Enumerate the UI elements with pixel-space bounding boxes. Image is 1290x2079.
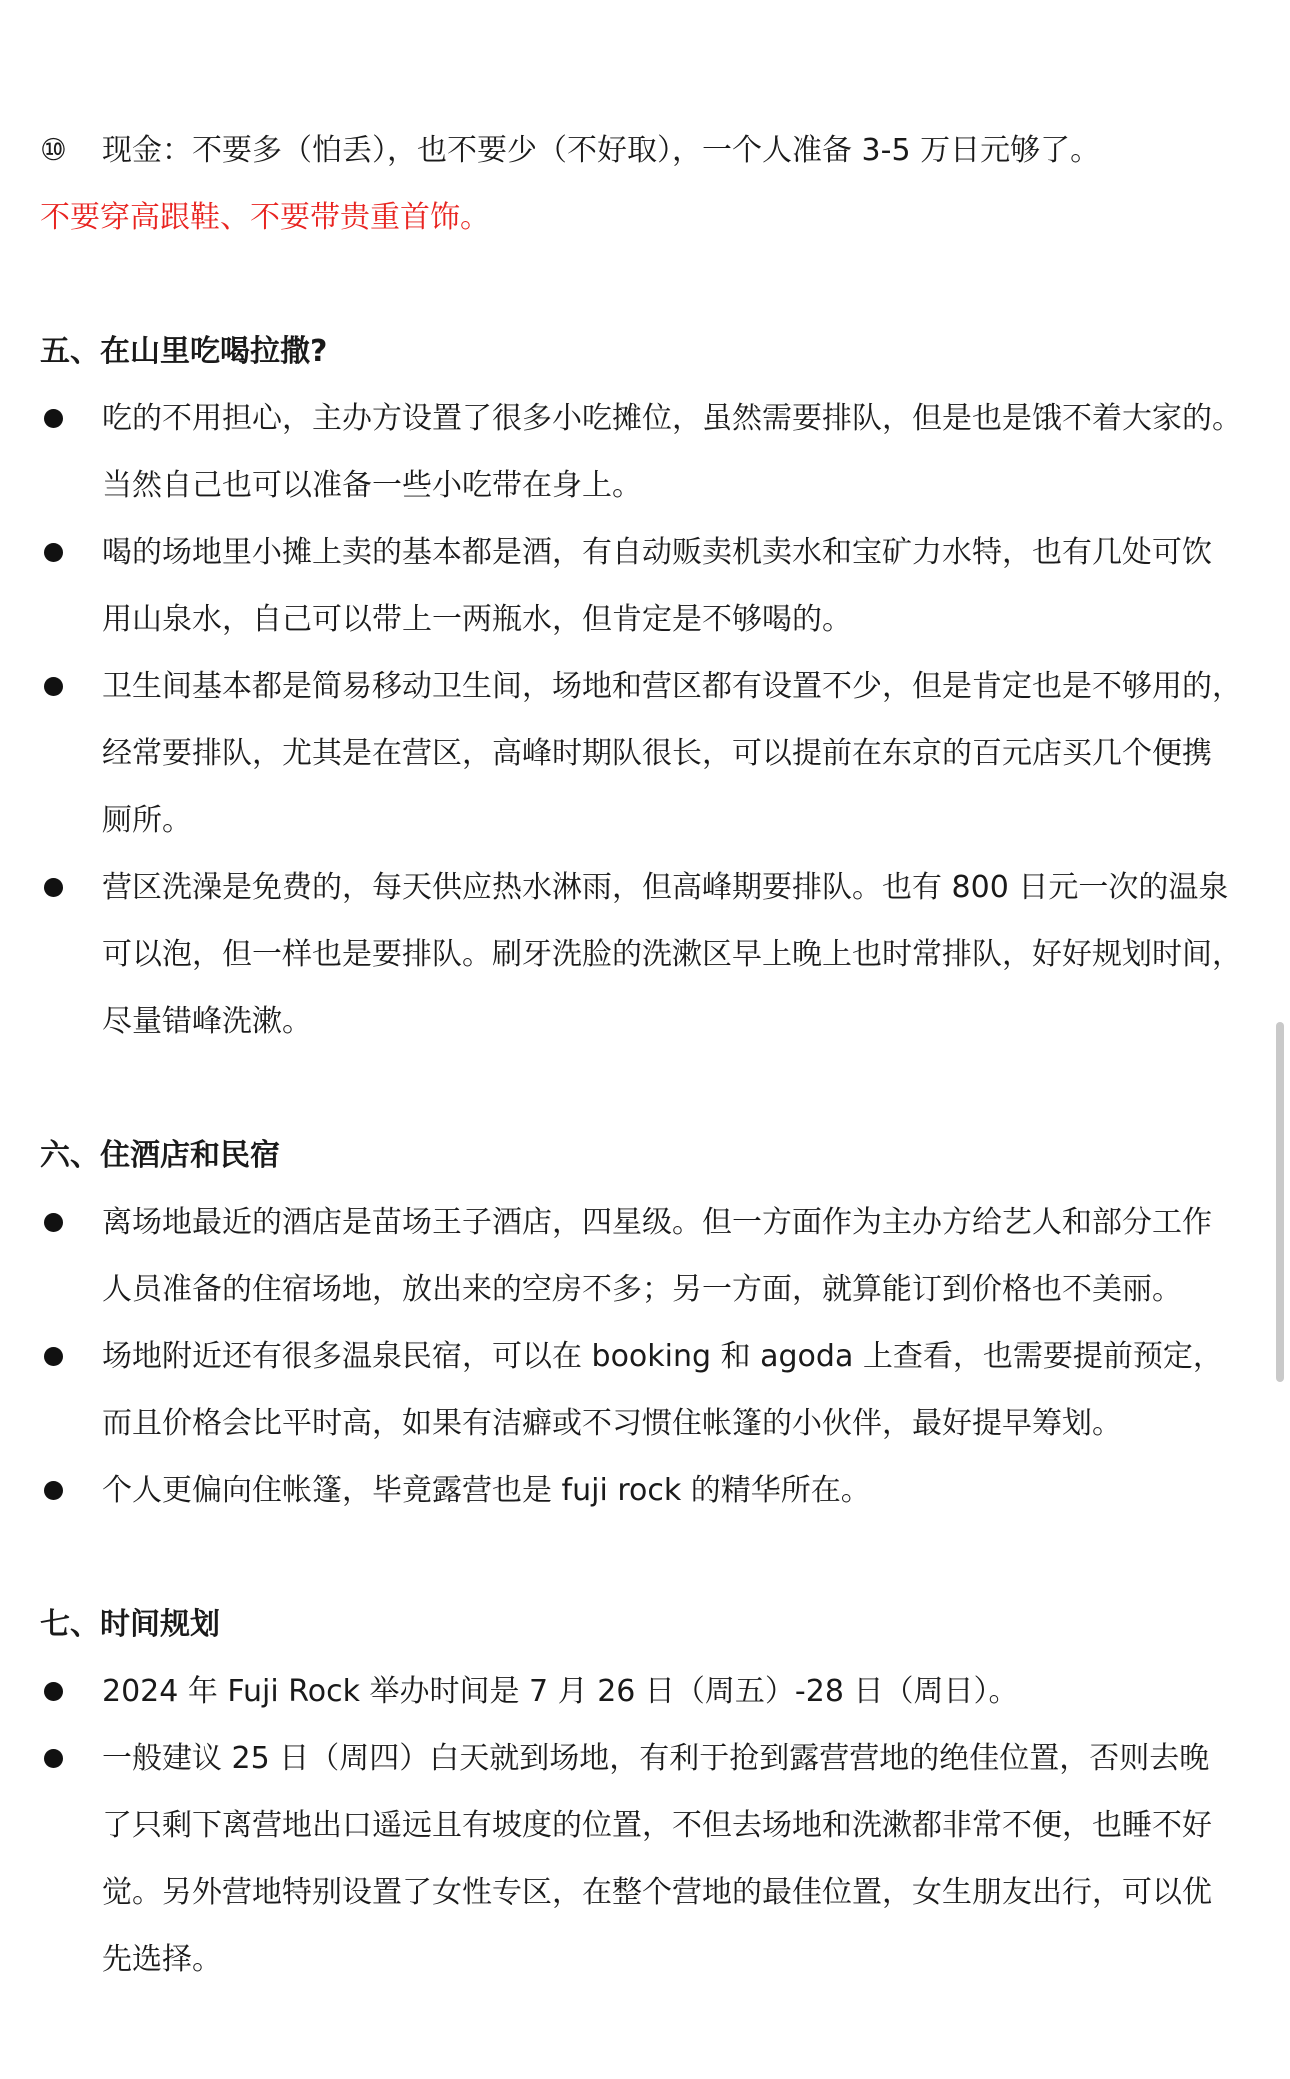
scrollbar-thumb[interactable] (1276, 1022, 1284, 1382)
bullet-icon (44, 1213, 63, 1232)
bullet-text: 卫生间基本都是简易移动卫生间，场地和营区都有设置不少，但是肯定也是不够用的， 经常要排队，尤其是在营区，高峰时期队很长，可以提前在东京的百元店买几个便携 厕所。 (102, 669, 1242, 838)
section-heading-7: 七、时间规划 (40, 1607, 220, 1642)
bullet-icon (44, 543, 63, 562)
list-item-10 (40, 117, 1255, 184)
bullet-icon (44, 677, 63, 696)
bullet-text: 2024 年 Fuji Rock 举办时间是 7 月 26 日（周五）-28 日（周日）。 (102, 1674, 1019, 1709)
bullet-text: 个人更偏向住帐篷，毕竟露营也是 fuji rock 的精华所在。 (102, 1473, 871, 1508)
section-heading-6: 六、住酒店和民宿 (40, 1138, 280, 1173)
item-number: ⑩ (40, 133, 67, 168)
warning-text: 不要穿高跟鞋、不要带贵重首饰。 (40, 200, 490, 235)
bullet-icon (44, 878, 63, 897)
section-heading-5: 五、在山里吃喝拉撒? (40, 334, 328, 369)
bullet-text: 喝的场地里小摊上卖的基本都是酒，有自动贩卖机卖水和宝矿力水特，也有几处可饮 用山泉水，自己可以带上一两瓶水，但肯定是不够喝的。 (102, 535, 1212, 637)
bullet-icon (44, 1347, 63, 1366)
bullet-icon (44, 1682, 63, 1701)
bullet-icon (44, 409, 63, 428)
bullet-text: 吃的不用担心，主办方设置了很多小吃摊位，虽然需要排队，但是也是饿不着大家的。 当然自己也可以准备一些小吃带在身上。 (102, 401, 1242, 503)
item-text: 现金：不要多（怕丢），也不要少（不好取），一个人准备 3-5 万日元够了。 (102, 133, 1101, 168)
bullet-icon (44, 1481, 63, 1500)
bullet-icon (44, 1749, 63, 1768)
bullet-text: 营区洗澡是免费的，每天供应热水淋雨，但高峰期要排队。也有 800 日元一次的温泉 可以泡，但一样也是要排队。刷牙洗脸的洗漱区早上晚上也时常排队，好好规划时间， 尽量错峰洗漱。 (102, 870, 1242, 1039)
bullet-text: 一般建议 25 日（周四）白天就到场地，有利于抢到露营营地的绝佳位置，否则去晚 了只剩下离营地出口遥远且有坡度的位置，不但去场地和洗漱都非常不便，也睡不好 觉。另外营地特别设置了女性专区，在整个营地的最佳位置，女生朋友出行，可以优 先选择。 (102, 1741, 1212, 1977)
bullet-text: 场地附近还有很多温泉民宿，可以在 booking 和 agoda 上查看，也需要提前预定， 而且价格会比平时高，如果有洁癖或不习惯住帐篷的小伙伴，最好提早筹划。 (102, 1339, 1223, 1441)
bullet-text: 离场地最近的酒店是苗场王子酒店，四星级。但一方面作为主办方给艺人和部分工作 人员准备的住宿场地，放出来的空房不多；另一方面，就算能订到价格也不美丽。 (102, 1205, 1212, 1307)
